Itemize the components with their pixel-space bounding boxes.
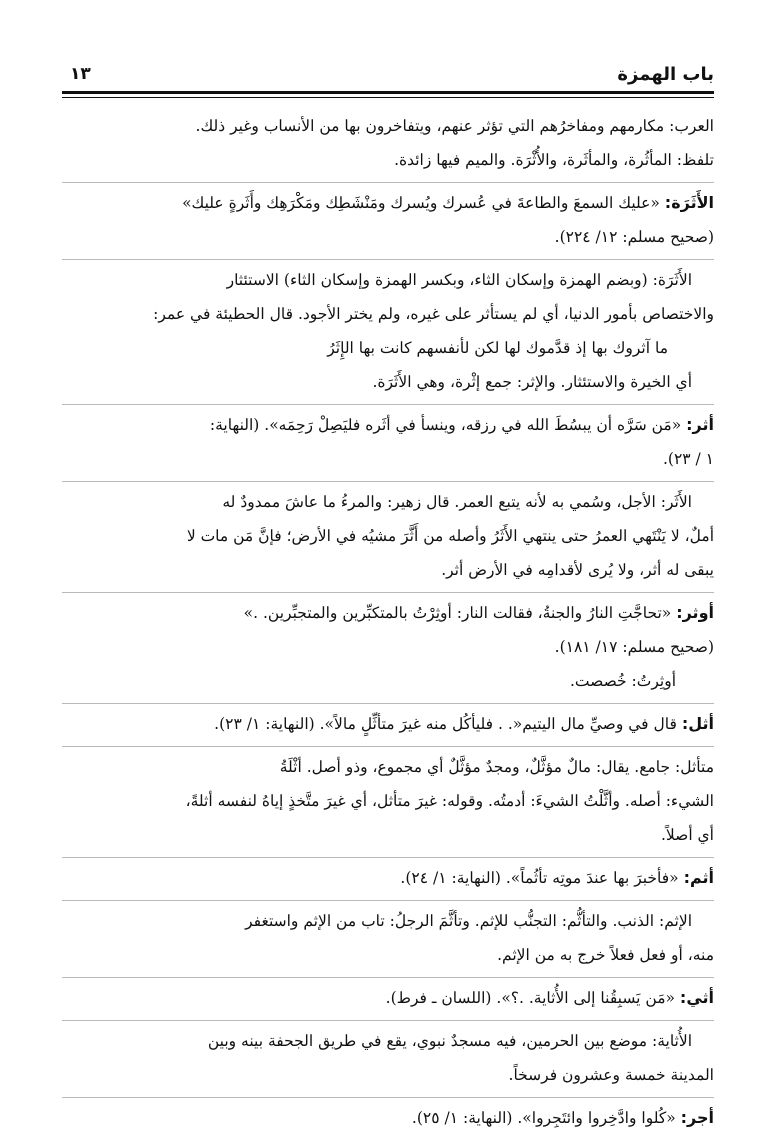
entry-keyword: أثر:: [686, 415, 714, 434]
text-line: منه، أو فعل فعلاً خرج به من الإثم.: [497, 946, 714, 964]
text-line: تلفظ: المأثُرة، والمأثَرة، والأُثْرَة. والميم فيها زائدة.: [394, 151, 714, 169]
entry-text: «عليك السمعَ والطاعةَ في عُسرك ويُسرك ومَنْشَطِك ومَكْرَهِك وأَثَرةٍ عليك»: [182, 194, 665, 212]
entry-athal-explanation: [62, 746, 714, 852]
entry-keyword: الأَثَرَة:: [664, 193, 714, 212]
entry-athy: [62, 977, 714, 1015]
text-line: متأثل: جامع. يقال: مالٌ مؤثَّلٌ، ومجدٌ مؤثَّلٌ أي مجموع، وذو أصل. أثْلَةُ: [279, 758, 714, 776]
text-line: (صحيح مسلم: ١٢/ ٢٢٤).: [554, 228, 714, 246]
text-line: أملٌ، لا يَنْتَهي العمرُ حتى ينتهي الأَثَرُ وأصله من أَثَّرَ مشيُه في الأرض؛ فإنَّ مَن مات لا: [186, 527, 714, 545]
entry-athim: [62, 857, 714, 895]
entry-athal: [62, 703, 714, 741]
text-line: الإثم: الذنب. والتأثُّم: التجنُّب للإثم. وتأثَّمَ الرجلُ: تاب من الإثم واستغفر: [245, 912, 692, 930]
entry-ajr: [62, 1097, 714, 1135]
entry-keyword: أجر:: [680, 1108, 714, 1127]
chapter-title: باب الهمزة: [617, 64, 714, 85]
text-line: الشيء: أصله. وأثَّلْتُ الشيءَ: أدمتُه. وقوله: غيرَ متأثل، أي غيرَ متَّخذٍ إياهُ لنفسه أثلةً،: [185, 792, 714, 810]
entry-line: [62, 186, 714, 220]
entry-athara: [62, 182, 714, 254]
entry-text: «كُلوا وادَّخِروا وائتَجِروا». (النهاية: ١/ ٢٥).: [411, 1109, 681, 1127]
entry-line: [62, 1101, 714, 1135]
page-number: ١٣: [70, 64, 91, 84]
entry-line: [62, 707, 714, 741]
text-line: الأَثَرَة: (وبضم الهمزة وإسكان الثاء، وبكسر الهمزة وإسكان الثاء) الاستئثار: [226, 271, 692, 289]
text-line: العرب: مكارمهم ومفاخرُهم التي تؤثر عنهم، ويتفاخرون بها من الأنساب وغير ذلك.: [195, 117, 714, 135]
text-line: المدينة خمسة وعشرون فرسخاً.: [508, 1066, 714, 1084]
text-line: الأُثاية: موضع بين الحرمين، فيه مسجدٌ نبوي، يقع في طريق الجحفة بينه وبين: [207, 1032, 692, 1050]
entry-text: «مَن يَسبِقُنا إلى الأُثاية. .؟». (اللسان ـ فرط).: [385, 989, 680, 1007]
entry-text: «فأخبرَ بها عندَ موتِه تأثُماً». (النهاية: ١/ ٢٤).: [400, 869, 684, 887]
header-rule-thin: [62, 97, 714, 98]
book-page: [62, 52, 714, 1135]
page-body: [62, 109, 714, 1135]
entry-athara-explanation: [62, 259, 714, 399]
entry-athy-explanation: [62, 1020, 714, 1092]
entry-athar-explanation: [62, 481, 714, 587]
entry-athim-explanation: [62, 900, 714, 972]
header-rule-thick: [62, 91, 714, 94]
entry-line: [62, 981, 714, 1015]
text-line: أوثِرتُ: خُصصت.: [569, 672, 676, 690]
text-line: يبقى له أثر، ولا يُرى لأقدامِه في الأرض أثر.: [441, 561, 714, 579]
entry-line: [62, 861, 714, 895]
entry-text: «تحاجَّتِ النارُ والجنةُ، فقالت النار: أوثِرْتُ بالمتكبِّرين والمتجبِّرين. .»: [243, 604, 677, 622]
text-line: أي الخيرة والاستئثار. والإثر: جمع إثْرة، وهي الأَثَرَة.: [372, 373, 692, 391]
entry-uthir: [62, 592, 714, 698]
entry-line: [62, 596, 714, 630]
entry-text: «مَن سَرَّه أن يبسُطَ الله في رزقه، وينسأ في أثَره فليَصِلْ رَحِمَه». (النهاية:: [209, 416, 687, 434]
entry-keyword: أوثر:: [676, 603, 714, 622]
entry-keyword: أثي:: [679, 988, 714, 1007]
text-line: أي أصلاً.: [660, 826, 714, 844]
running-head: [62, 52, 714, 90]
text-line: الأَثَر: الأجل، وسُمي به لأنه يتبع العمر. قال زهير: والمرءُ ما عاشَ ممدودٌ له: [222, 493, 692, 511]
entry-keyword: أثل:: [681, 714, 714, 733]
verse-line: ما آثروك بها إذ قدَّموك لها لكن لأنفسهم كانت بها الإِثَرُ: [327, 339, 668, 357]
entry-keyword: أثم:: [683, 868, 714, 887]
entry-text: قال في وصيِّ مال اليتيم«. . فليأكُل منه غيرَ متأثِّلٍ مالاً». (النهاية: ١/ ٢٣).: [214, 715, 682, 733]
entry-athar: [62, 404, 714, 476]
text-line: ١ / ٢٣).: [662, 450, 714, 468]
entry-line: [62, 408, 714, 442]
text-line: والاختصاص بأمور الدنيا، أي لم يستأثر على غيره، ولم يختر الأجود. قال الحطيئة في عمر:: [153, 305, 714, 323]
text-line: (صحيح مسلم: ١٧/ ١٨١).: [554, 638, 714, 656]
